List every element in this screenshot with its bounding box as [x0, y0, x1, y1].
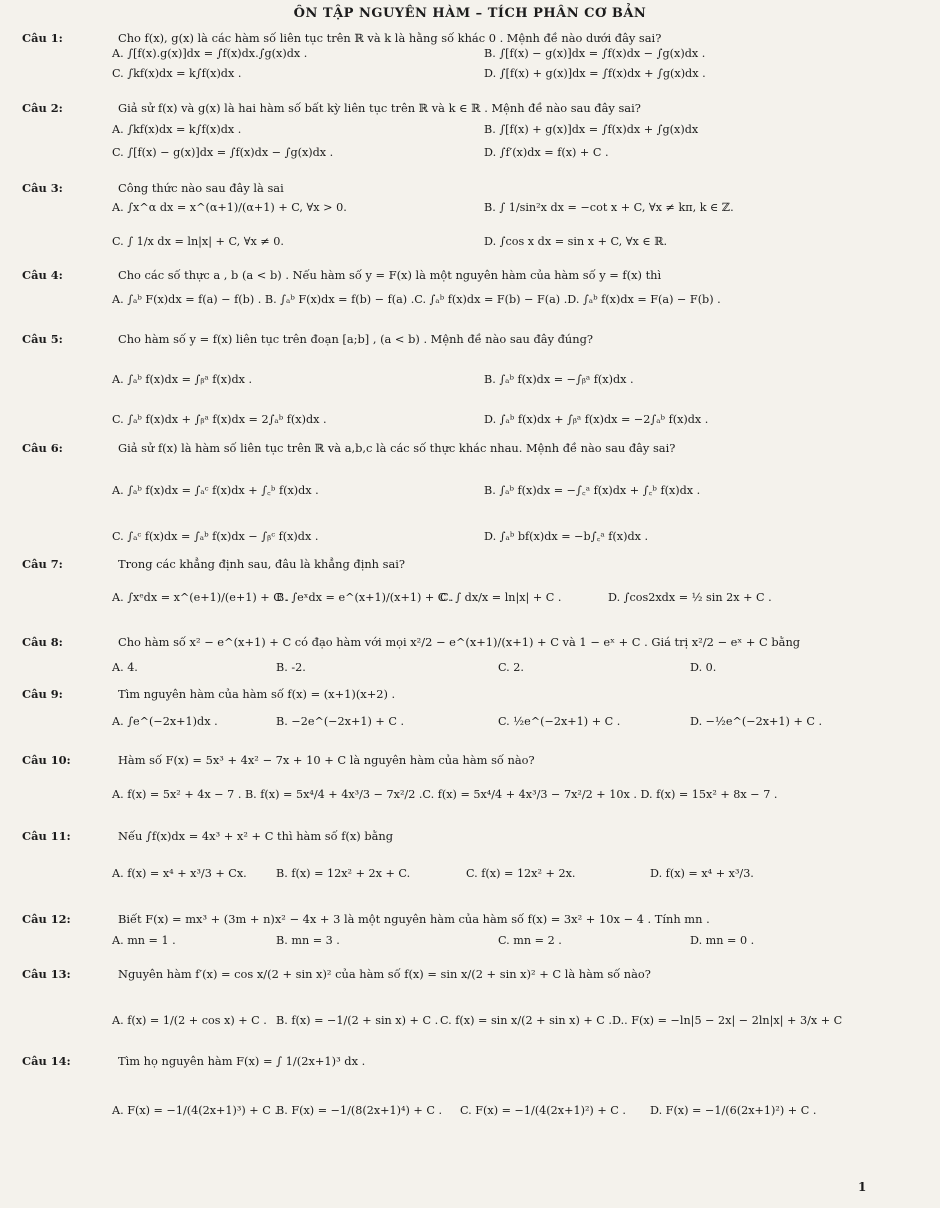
option-c: C. ∫ dx/x = ln|x| + C .	[440, 591, 562, 604]
option-b: B. −2e^(−2x+1) + C .	[276, 715, 405, 728]
question-label: Câu 3:	[22, 181, 63, 195]
question-label: Câu 4:	[22, 268, 63, 282]
question-10	[22, 752, 535, 768]
question-label: Câu 8:	[22, 635, 63, 649]
option-c: C. ∫ 1/x dx = ln|x| + C, ∀x ≠ 0.	[112, 235, 284, 248]
option-b: B. f(x) = 12x² + 2x + C.	[276, 867, 411, 880]
question-label: Câu 13:	[22, 967, 71, 981]
option-a: A. mn = 1 .	[112, 934, 176, 947]
option-a: A. ∫x^α dx = x^(α+1)/(α+1) + C, ∀x > 0.	[112, 201, 347, 214]
option-c: C. F(x) = −1/(4(2x+1)²) + C .	[460, 1104, 626, 1117]
option-d: D. ∫cos x dx = sin x + C, ∀x ∈ ℝ.	[484, 235, 668, 248]
option-c: C. ∫ₐᵇ f(x)dx + ∫ᵦᵃ f(x)dx = 2∫ₐᵇ f(x)dx .	[112, 413, 327, 426]
question-stem: Cho hàm số y = f(x) liên tục trên đoạn [a;b] , (a < b) . Mệnh đề nào sau đây đúng?	[118, 332, 594, 346]
option-a: A. 4.	[112, 661, 138, 674]
option-a: A. ∫kf(x)dx = k∫f(x)dx .	[112, 123, 242, 136]
question-stem: Tìm họ nguyên hàm F(x) = ∫ 1/(2x+1)³ dx .	[118, 1054, 366, 1068]
page-number: 1	[858, 1180, 867, 1194]
option-d: D. f(x) = x⁴ + x³/3.	[650, 867, 754, 880]
option-c: C. mn = 2 .	[498, 934, 562, 947]
question-11	[22, 828, 393, 844]
question-7	[22, 556, 405, 572]
option-b: B. -2.	[276, 661, 306, 674]
option-d: D. mn = 0 .	[690, 934, 755, 947]
option-a: A. ∫ₐᵇ f(x)dx = ∫ᵦᵃ f(x)dx .	[112, 373, 253, 386]
option-d: D. ∫cos2xdx = ½ sin 2x + C .	[608, 591, 772, 604]
question-14	[22, 1053, 365, 1069]
question-5	[22, 331, 593, 347]
option-a: A. ∫e^(−2x+1)dx .	[112, 715, 218, 728]
option-c: C. f(x) = 12x² + 2x.	[466, 867, 576, 880]
option-c: C. 2.	[498, 661, 524, 674]
question-label: Câu 5:	[22, 332, 63, 346]
question-label: Câu 11:	[22, 829, 71, 843]
option-d: D. ∫[f(x) + g(x)]dx = ∫f(x)dx + ∫g(x)dx .	[484, 67, 706, 80]
question-2	[22, 100, 641, 116]
option-d: D. F(x) = −1/(6(2x+1)²) + C .	[650, 1104, 817, 1117]
question-stem: Trong các khẳng định sau, đâu là khẳng định sai?	[118, 557, 406, 571]
option-d: D. ∫f′(x)dx = f(x) + C .	[484, 146, 609, 159]
question-label: Câu 1:	[22, 31, 63, 45]
question-stem: Giả sử f(x) là hàm số liên tục trên ℝ và a,b,c là các số thực khác nhau. Mệnh đề nào sau đây sai?	[118, 441, 676, 455]
option-d: D. ∫ₐᵇ f(x)dx + ∫ᵦᵃ f(x)dx = −2∫ₐᵇ f(x)dx .	[484, 413, 709, 426]
option-a: A. ∫[f(x).g(x)]dx = ∫f(x)dx.∫g(x)dx .	[112, 47, 308, 60]
option-b: B. ∫ₐᵇ f(x)dx = −∫꜀ᵃ f(x)dx + ∫꜀ᵇ f(x)dx .	[484, 484, 701, 497]
question-label: Câu 9:	[22, 687, 63, 701]
question-stem: Nếu ∫f(x)dx = 4x³ + x² + C thì hàm số f(x) bằng	[118, 829, 394, 843]
option-b: B. mn = 3 .	[276, 934, 340, 947]
question-stem: Cho hàm số x² − e^(x+1) + C có đạo hàm với mọi x²/2 − e^(x+1)/(x+1) + C và 1 − eˣ + C . Giá trị x²/2 − eˣ + C bằng	[118, 635, 801, 649]
option-c: C. ∫[f(x) − g(x)]dx = ∫f(x)dx − ∫g(x)dx .	[112, 146, 334, 159]
question-4	[22, 267, 661, 283]
page-title: ÔN TẬP NGUYÊN HÀM – TÍCH PHÂN CƠ BẢN	[293, 6, 647, 21]
option-b: B. ∫ 1/sin²x dx = −cot x + C, ∀x ≠ kπ, k ∈ ℤ.	[484, 201, 734, 214]
question-stem: Công thức nào sau đây là sai	[118, 181, 284, 195]
option-a: A. ∫xᵉdx = x^(e+1)/(e+1) + C .	[112, 591, 289, 604]
question-9	[22, 686, 395, 702]
question-stem: Cho các số thực a , b (a < b) . Nếu hàm số y = F(x) là một nguyên hàm của hàm số y = f(x) thì	[118, 268, 662, 282]
option-b: B. ∫ₐᵇ f(x)dx = −∫ᵦᵃ f(x)dx .	[484, 373, 634, 386]
option-a: A. ∫ₐᵇ f(x)dx = ∫ₐᶜ f(x)dx + ∫꜀ᵇ f(x)dx .	[112, 484, 319, 497]
option-b: B. f(x) = −1/(2 + sin x) + C .	[276, 1014, 439, 1027]
question-12	[22, 911, 710, 927]
option-d: D. −½e^(−2x+1) + C .	[690, 715, 823, 728]
option-c: C. ∫ₐᶜ f(x)dx = ∫ₐᵇ f(x)dx − ∫ᵦᶜ f(x)dx .	[112, 530, 319, 543]
option-b: B. ∫eˣdx = e^(x+1)/(x+1) + C .	[276, 591, 454, 604]
option-d: D.. F(x) = −ln|5 − 2x| − 2ln|x| + 3/x + C	[612, 1014, 843, 1027]
question-8	[22, 634, 800, 650]
option-abcd: A. f(x) = 5x² + 4x − 7 . B. f(x) = 5x⁴/4 + 4x³/3 − 7x²/2 .C. f(x) = 5x⁴/4 + 4x³/3 − 7x²/2 + 10x . D. f(x) = 15x² + 8x − 7 .	[112, 788, 778, 801]
question-3	[22, 180, 284, 196]
question-label: Câu 12:	[22, 912, 71, 926]
question-stem: Hàm số F(x) = 5x³ + 4x² − 7x + 10 + C là nguyên hàm của hàm số nào?	[118, 753, 535, 767]
option-c: C. f(x) = sin x/(2 + sin x) + C .	[440, 1014, 612, 1027]
question-label: Câu 14:	[22, 1054, 71, 1068]
option-abcd: A. ∫ₐᵇ F(x)dx = f(a) − f(b) . B. ∫ₐᵇ F(x)dx = f(b) − f(a) .C. ∫ₐᵇ f(x)dx = F(b) − F(a) .D. ∫ₐᵇ f(x)dx = F(a) − F(b) .	[112, 293, 721, 306]
question-13	[22, 966, 651, 982]
question-1	[22, 30, 661, 46]
option-b: B. ∫[f(x) − g(x)]dx = ∫f(x)dx − ∫g(x)dx .	[484, 47, 706, 60]
question-label: Câu 6:	[22, 441, 63, 455]
question-stem: Biết F(x) = mx³ + (3m + n)x² − 4x + 3 là một nguyên hàm của hàm số f(x) = 3x² + 10x − 4 . Tính mn .	[118, 912, 710, 926]
option-b: B. ∫[f(x) + g(x)]dx = ∫f(x)dx + ∫g(x)dx	[484, 123, 699, 136]
question-6	[22, 440, 675, 456]
question-stem: Nguyên hàm f′(x) = cos x/(2 + sin x)² của hàm số f(x) = sin x/(2 + sin x)² + C là hàm số nào?	[118, 967, 651, 981]
option-b: B. F(x) = −1/(8(2x+1)⁴) + C .	[276, 1104, 443, 1117]
question-label: Câu 10:	[22, 753, 71, 767]
option-c: C. ½e^(−2x+1) + C .	[498, 715, 621, 728]
option-a: A. f(x) = 1/(2 + cos x) + C .	[112, 1014, 267, 1027]
question-stem: Cho f(x), g(x) là các hàm số liên tục trên ℝ và k là hằng số khác 0 . Mệnh đề nào dưới đây sai?	[118, 31, 662, 45]
option-a: A. f(x) = x⁴ + x³/3 + Cx.	[112, 867, 247, 880]
option-d: D. 0.	[690, 661, 717, 674]
question-stem: Giả sử f(x) và g(x) là hai hàm số bất kỳ liên tục trên ℝ và k ∈ ℝ . Mệnh đề nào sau đây sai?	[118, 101, 641, 115]
question-label: Câu 7:	[22, 557, 63, 571]
question-label: Câu 2:	[22, 101, 63, 115]
option-d: D. ∫ₐᵇ bf(x)dx = −b∫꜀ᵃ f(x)dx .	[484, 530, 649, 543]
option-c: C. ∫kf(x)dx = k∫f(x)dx .	[112, 67, 242, 80]
option-a: A. F(x) = −1/(4(2x+1)³) + C .	[112, 1104, 278, 1117]
question-stem: Tìm nguyên hàm của hàm số f(x) = (x+1)(x+2) .	[118, 687, 396, 701]
